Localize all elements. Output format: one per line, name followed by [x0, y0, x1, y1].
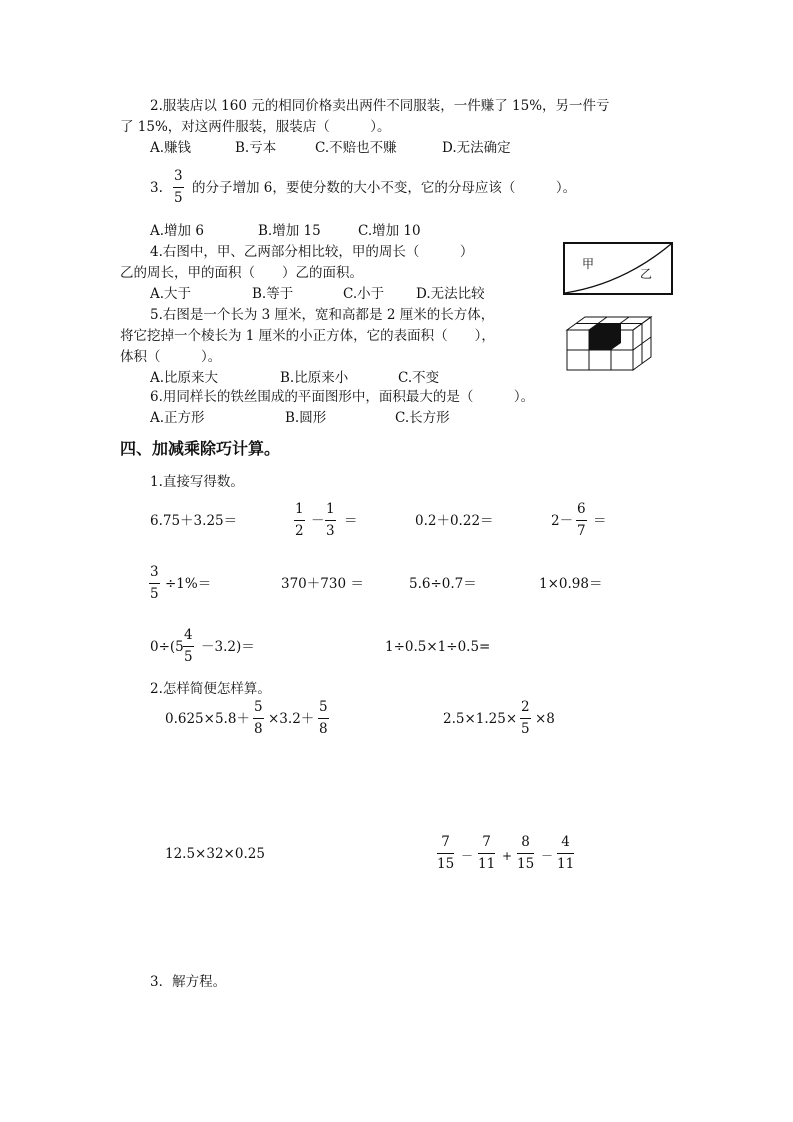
calc-r2-c: 5.6÷0.7＝ — [409, 576, 477, 592]
calc-r3-b: 1÷0.5×1÷0.5= — [385, 639, 491, 655]
q5-cuboid-figure — [566, 316, 654, 372]
q2-option-a: A.赚钱 — [150, 140, 192, 156]
calc-e4-op3: － — [541, 849, 554, 863]
numerator: 4 — [561, 834, 570, 850]
q5-line1: 5.右图是一个长为 3 厘米，宽和高都是 2 厘米的长方体， — [150, 307, 495, 323]
denominator: 11 — [557, 855, 575, 872]
calc-e1-mid: ×3.2＋ — [268, 711, 315, 727]
denominator: 3 — [326, 522, 335, 539]
calc-e4-frac1 — [437, 836, 454, 871]
q3-fraction-numerator: 3 — [174, 168, 183, 184]
calc-r1-d-frac — [576, 503, 587, 538]
calc-r1-d-eq: ＝ — [593, 513, 607, 529]
calc-r1-d-pre: 2－ — [551, 513, 574, 529]
denominator: 11 — [478, 855, 496, 872]
q5-option-a: A.比原来大 — [150, 370, 219, 386]
q6-option-a: A.正方形 — [150, 410, 205, 426]
q3-option-c: C.增加 10 — [358, 223, 421, 239]
denominator: 8 — [319, 720, 328, 737]
calc-r2-d: 1×0.98＝ — [539, 576, 603, 592]
numerator: 6 — [577, 501, 586, 517]
q4-option-c: C.小于 — [343, 286, 385, 302]
q5-option-b: B.比原来小 — [280, 370, 349, 386]
q2-option-b: B.亏本 — [235, 140, 277, 156]
calc-e4-frac3 — [517, 836, 534, 871]
q5-line3: 体积（ ）。 — [120, 349, 222, 365]
calc-r2-a-rest: ÷1%＝ — [165, 576, 212, 592]
q6-line1: 6.用同样长的铁丝围成的平面图形中，面积最大的是（ ）。 — [150, 389, 535, 405]
numerator: 1 — [326, 501, 335, 517]
calc-e1-pre: 0.625×5.8＋ — [165, 711, 250, 727]
q6-option-b: B.圆形 — [285, 410, 327, 426]
q2-line2: 了 15%，对这两件服装，服装店（ ）。 — [120, 119, 391, 135]
numerator: 5 — [254, 699, 263, 715]
q3-option-b: B.增加 15 — [258, 223, 321, 239]
calc-e2-post: ×8 — [535, 711, 555, 727]
calc-r2-a-frac — [149, 566, 160, 601]
calc-r2-b: 370＋730 ＝ — [281, 576, 364, 592]
denominator: 5 — [184, 648, 193, 665]
q4-label-jia: 甲 — [582, 257, 595, 271]
calc-r1-b-eq: ＝ — [344, 513, 358, 529]
numerator: 7 — [441, 834, 450, 850]
calc-e4-frac2 — [478, 836, 495, 871]
q4-option-a: A.大于 — [150, 286, 192, 302]
q4-option-d: D.无法比较 — [416, 286, 485, 302]
q3-fraction-denominator: 5 — [174, 189, 183, 206]
denominator: 5 — [521, 720, 530, 737]
calc-e2-frac — [520, 701, 531, 736]
numerator: 3 — [150, 564, 159, 580]
q2-line1: 2.服装店以 160 元的相同价格卖出两件不同服装，一件赚了 15%，另一件亏 — [150, 98, 610, 114]
q5-line2: 将它挖掉一个棱长为 1 厘米的小正方体，它的表面积（ ）， — [120, 328, 495, 344]
calc-e3: 12.5×32×0.25 — [165, 846, 265, 862]
q4-figure — [563, 242, 673, 296]
calc-r1-b-frac2 — [325, 503, 336, 538]
denominator: 15 — [437, 855, 455, 872]
q3-option-a: A.增加 6 — [150, 223, 204, 239]
sub-heading-3: 3．解方程。 — [150, 974, 227, 990]
denominator: 8 — [254, 720, 263, 737]
calc-r3-a-frac — [183, 629, 194, 664]
section-heading: 四、加减乘除巧计算。 — [120, 439, 281, 458]
calc-r3-a-pre: 0÷(5 — [150, 639, 184, 655]
q2-option-c: C.不赔也不赚 — [315, 140, 397, 156]
q6-option-c: C.长方形 — [395, 410, 450, 426]
q4-line1: 4.右图中，甲、乙两部分相比较，甲的周长（ ） — [150, 244, 474, 260]
denominator: 15 — [517, 855, 535, 872]
q3-number: 3. — [150, 180, 163, 196]
calc-r3-a-rest: －3.2)＝ — [201, 639, 255, 655]
calc-e4-frac4 — [557, 836, 574, 871]
denominator: 5 — [150, 585, 159, 602]
calc-e4-op2: + — [502, 849, 513, 863]
q3-fraction — [173, 170, 184, 205]
calc-e2-pre: 2.5×1.25× — [443, 711, 518, 727]
sub-heading-1: 1.直接写得数。 — [150, 474, 244, 490]
calc-r1-b-op: － — [311, 513, 325, 529]
numerator: 1 — [295, 501, 304, 517]
q5-option-c: C.不变 — [398, 370, 440, 386]
calc-r1-a: 6.75＋3.25＝ — [150, 513, 238, 529]
q4-line2: 乙的周长，甲的面积（ ）乙的面积。 — [120, 265, 363, 281]
q2-option-d: D.无法确定 — [442, 140, 511, 156]
calc-r1-c: 0.2＋0.22＝ — [415, 513, 494, 529]
numerator: 8 — [521, 834, 530, 850]
numerator: 7 — [482, 834, 491, 850]
calc-e4-op1: － — [461, 849, 474, 863]
denominator: 2 — [295, 522, 304, 539]
calc-e1-frac2 — [318, 701, 329, 736]
numerator: 4 — [184, 627, 193, 643]
numerator: 5 — [319, 699, 328, 715]
sub-heading-2: 2.怎样简便怎样算。 — [150, 681, 271, 697]
denominator: 7 — [577, 522, 586, 539]
q4-label-yi: 乙 — [640, 267, 653, 281]
calc-r1-b-frac1 — [294, 503, 305, 538]
calc-e1-frac1 — [253, 701, 264, 736]
numerator: 2 — [521, 699, 530, 715]
q3-text: 的分子增加 6，要使分数的大小不变，它的分母应该（ ）。 — [192, 180, 577, 196]
q4-option-b: B.等于 — [252, 286, 294, 302]
